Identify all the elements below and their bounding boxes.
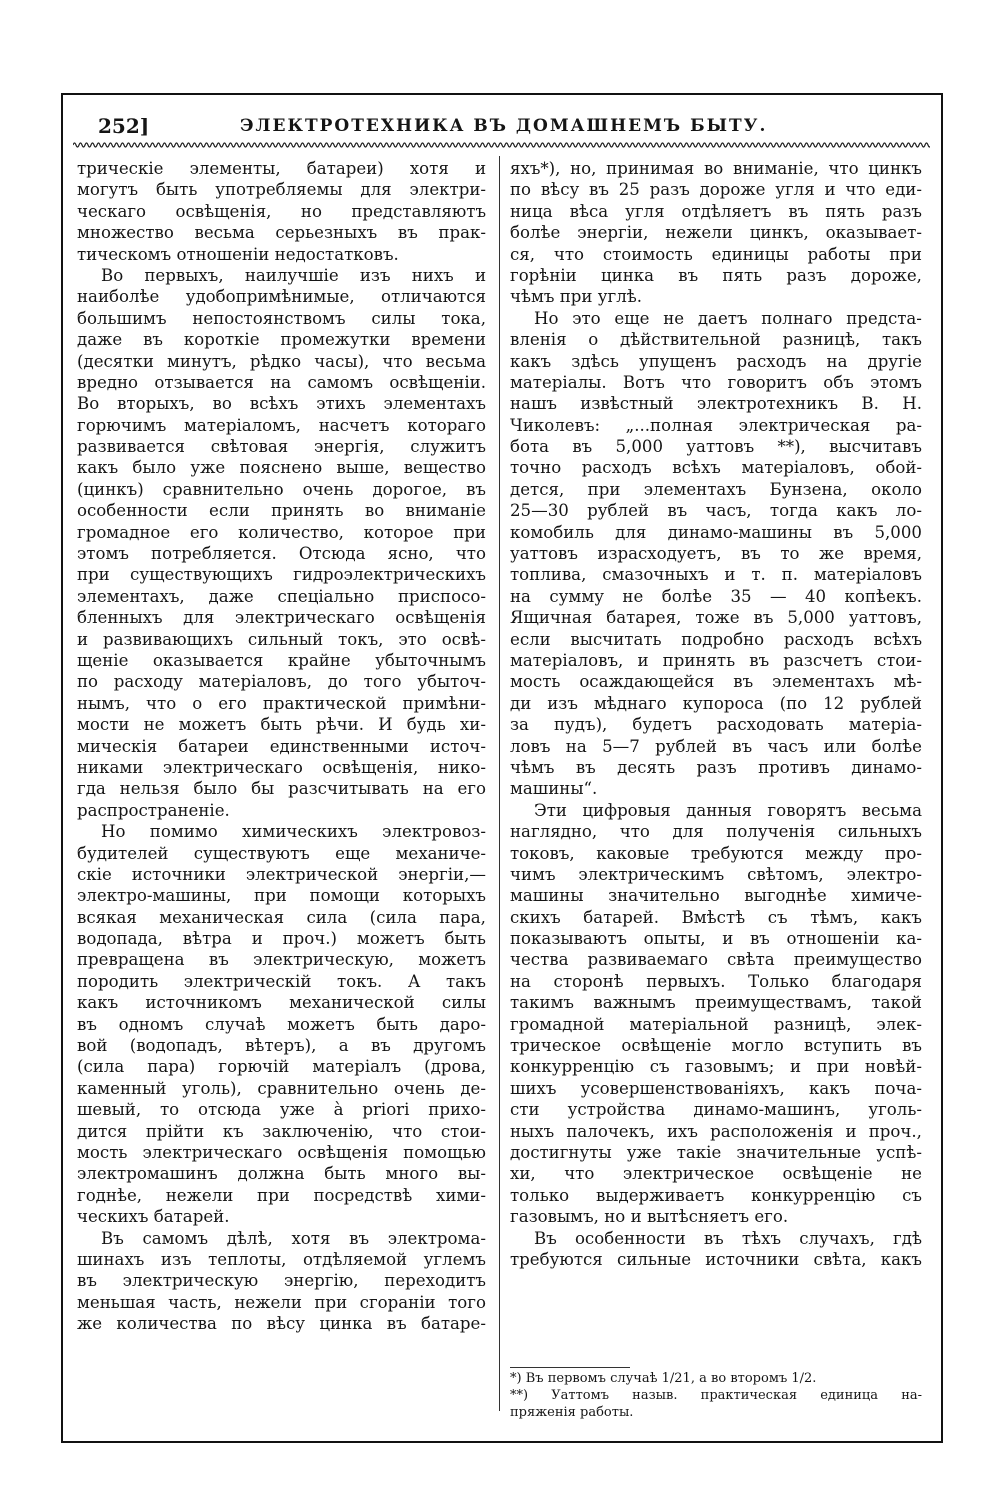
text-line: топлива, смазочныхъ и т. п. матеріаловъ xyxy=(510,565,922,585)
text-line: по вѣсу въ 25 разъ дороже угля и что еди- xyxy=(510,180,922,200)
text-line: бота въ 5,000 уаттовъ **), высчитавъ xyxy=(510,437,922,457)
text-line: электро-машины, при помощи которыхъ xyxy=(77,886,486,906)
text-line: ныхъ палочекъ, ихъ расположенія и проч., xyxy=(510,1121,922,1141)
text-line: какъ источникомъ механической силы xyxy=(77,993,486,1013)
text-line: уаттовъ израсходуетъ, въ то же время, xyxy=(510,544,922,564)
text-line: такимъ важнымъ преимуществамъ, такой xyxy=(510,993,922,1013)
text-line: показываютъ опыты, и въ отношеніи ка- xyxy=(510,929,922,949)
text-line: Но помимо химическихъ электровоз- xyxy=(101,822,486,842)
text-line: водопада, вѣтра и проч.) можетъ быть xyxy=(77,929,486,949)
text-line: точно расходъ всѣхъ матеріаловъ, обой- xyxy=(510,458,922,478)
text-line: каменный уголь), сравнительно очень де- xyxy=(77,1078,486,1098)
text-line: (десятки минутъ, рѣдко часы), что весьма xyxy=(77,351,486,371)
text-line: въ электрическую энергію, переходитъ xyxy=(77,1271,486,1291)
text-line: ческаго освѣщенія, но представляютъ xyxy=(77,201,486,221)
text-line: гда нельзя было бы разсчитывать на его xyxy=(77,779,486,799)
text-line: въ одномъ случаѣ можетъ быть даро- xyxy=(77,1014,486,1034)
text-line: Во вторыхъ, во всѣхъ этихъ элементахъ xyxy=(77,394,486,414)
text-line: даже въ короткіе промежутки времени xyxy=(77,330,486,350)
text-line: ди изъ мѣднаго купороса (по 12 рублей xyxy=(510,693,922,713)
text-line: комобиль для динамо-машины въ 5,000 xyxy=(510,522,922,542)
right-column xyxy=(510,158,922,1270)
text-line: будителей существуютъ еще механиче- xyxy=(77,843,486,863)
text-line: Въ самомъ дѣлѣ, хотя въ электрома- xyxy=(101,1228,486,1248)
text-line: требуются сильные источники свѣта, какъ xyxy=(510,1249,922,1269)
text-line: на сторонѣ первыхъ. Только благодаря xyxy=(510,971,922,991)
text-line: Но это еще не даетъ полнаго предста- xyxy=(534,308,922,328)
text-line: токовъ, каковые требуются между про- xyxy=(510,843,922,863)
text-line: щеніе оказывается крайне убыточнымъ xyxy=(77,650,486,670)
text-line: сти устройства динамо-машинъ, уголь- xyxy=(510,1100,922,1120)
text-line: чества развиваемаго свѣта преимущество xyxy=(510,950,922,970)
text-line: при существующихъ гидроэлектрическихъ xyxy=(77,565,486,585)
text-line: *) Въ первомъ случаѣ 1/21, а во второмъ 1/2. xyxy=(510,1371,817,1386)
text-line: болѣе энергіи, нежели цинкъ, оказывает- xyxy=(510,223,922,243)
text-line: нымъ, что о его практической примѣни- xyxy=(77,693,486,713)
text-line: за пудъ), будетъ расходовать матеріа- xyxy=(510,715,922,735)
text-line: газовымъ, но и вытѣсняетъ его. xyxy=(510,1207,789,1227)
text-line: машины“. xyxy=(510,779,598,799)
footnotes xyxy=(510,1370,922,1421)
text-line: трическое освѣщеніе могло вступить въ xyxy=(510,1036,922,1056)
text-line: меньшая часть, нежели при сгораніи того xyxy=(77,1292,486,1312)
decorative-wavy-rule xyxy=(73,140,930,150)
text-line: конкурренцію съ газовымъ; и при новѣй- xyxy=(510,1057,922,1077)
running-title: ЭЛЕКТРОТЕХНИКА ВЪ ДОМАШНЕМЪ БЫТУ. xyxy=(240,116,768,136)
column-divider xyxy=(499,156,500,1411)
text-line: ница вѣса угля отдѣляетъ въ пять разъ xyxy=(510,201,922,221)
text-line: дется, при элементахъ Бунзена, около xyxy=(510,479,922,499)
text-line: могутъ быть употребляемы для электри- xyxy=(77,180,486,200)
footnote-rule xyxy=(510,1367,630,1368)
text-line: Во первыхъ, наилучшіе изъ нихъ и xyxy=(101,265,486,285)
text-line: ловъ на 5—7 рублей въ часъ или болѣе xyxy=(510,736,922,756)
text-line: какъ здѣсь упущенъ расходъ на другіе xyxy=(510,351,922,371)
text-line: мическія батареи единственными источ- xyxy=(77,736,486,756)
text-line: хи, что электрическое освѣщеніе не xyxy=(510,1164,922,1184)
text-line: чѣмъ при углѣ. xyxy=(510,287,643,307)
text-line: ся, что стоимость единицы работы при xyxy=(510,244,922,264)
text-line: скіе источники электрической энергіи,— xyxy=(77,864,486,884)
text-line: вой (водопадъ, вѣтеръ), а въ другомъ xyxy=(77,1036,486,1056)
text-line: только выдерживаетъ конкурренцію съ xyxy=(510,1185,922,1205)
text-line: матеріалы. Вотъ что говоритъ объ этомъ xyxy=(510,372,922,392)
text-line: громадное его количество, которое при xyxy=(77,522,486,542)
text-line: Чиколевъ: „...полная электрическая ра- xyxy=(510,415,922,435)
text-line: скихъ батарей. Вмѣстѣ съ тѣмъ, какъ xyxy=(510,907,922,927)
text-line: трическіе элементы, батареи) хотя и xyxy=(77,159,486,178)
text-line: годнѣе, нежели при посредствѣ хими- xyxy=(77,1185,486,1205)
text-line: Эти цифровыя данныя говорятъ весьма xyxy=(534,800,922,820)
bottom-rule xyxy=(61,1441,943,1443)
text-line: матеріаловъ, и принять въ разсчетъ стои- xyxy=(510,650,922,670)
text-line: дится прійти къ заключенію, что стои- xyxy=(77,1121,486,1141)
text-line: 25—30 рублей въ часъ, тогда какъ ло- xyxy=(510,501,922,521)
text-line: шихъ усовершенствованіяхъ, какъ поча- xyxy=(510,1078,922,1098)
text-line: тическомъ отношеніи недостатковъ. xyxy=(77,244,399,264)
page-number: 252] xyxy=(98,114,150,138)
text-line: достигнуты уже такіе значительные успѣ- xyxy=(510,1142,922,1162)
text-line: ческихъ батарей. xyxy=(77,1207,230,1227)
text-line: шевый, то отсюда уже à priori прихо- xyxy=(77,1100,486,1120)
text-line: распространеніе. xyxy=(77,800,230,820)
text-line: электромашинъ должна быть много вы- xyxy=(77,1164,486,1184)
text-line: превращена въ электрическую, можетъ xyxy=(77,950,486,970)
text-line: (сила пара) горючій матеріалъ (дрова, xyxy=(77,1057,486,1077)
text-line: этомъ потребляется. Отсюда ясно, что xyxy=(77,544,486,564)
text-line: множество весьма серьезныхъ въ прак- xyxy=(77,223,486,243)
text-line: наглядно, что для полученія сильныхъ xyxy=(510,822,922,842)
text-line: нашъ извѣстный электротехникъ В. Н. xyxy=(510,394,922,414)
text-line: пряженія работы. xyxy=(510,1405,634,1420)
text-line: мость электрическаго освѣщенія помощью xyxy=(77,1142,486,1162)
text-line: шинахъ изъ теплоты, отдѣляемой углемъ xyxy=(77,1249,486,1269)
text-line: большимъ непостоянствомъ силы тока, xyxy=(77,308,486,328)
text-line: породить электрическій токъ. А такъ xyxy=(77,971,486,991)
text-line: вредно отзывается на самомъ освѣщеніи. xyxy=(77,372,486,392)
text-line: никами электрическаго освѣщенія, нико- xyxy=(77,757,486,777)
text-line: машины значительно выгоднѣе химиче- xyxy=(510,886,922,906)
text-line: чимъ электрическимъ свѣтомъ, электро- xyxy=(510,864,922,884)
text-line: чѣмъ въ десять разъ противъ динамо- xyxy=(510,757,922,777)
text-line: громадной матеріальной разницѣ, элек- xyxy=(510,1014,922,1034)
text-line: по расходу матеріаловъ, до того убыточ- xyxy=(77,672,486,692)
text-line: и развивающихъ сильный токъ, это освѣ- xyxy=(77,629,486,649)
text-line: особенности если принять во вниманіе xyxy=(77,501,486,521)
text-line: бленныхъ для электрическаго освѣщенія xyxy=(77,608,486,628)
text-line: на сумму не болѣе 35 — 40 копѣекъ. xyxy=(510,586,922,606)
text-line: Ящичная батарея, тоже въ 5,000 уаттовъ, xyxy=(510,608,922,628)
text-line: же количества по вѣсу цинка въ батаре- xyxy=(77,1314,486,1334)
text-line: Въ особенности въ тѣхъ случахъ, гдѣ xyxy=(534,1228,922,1248)
text-line: какъ было уже пояснено выше, вещество xyxy=(77,458,486,478)
text-line: вленія о дѣйствительной разницѣ, такъ xyxy=(510,330,922,350)
text-line: яхъ*), но, принимая во вниманіе, что цинкъ xyxy=(510,159,922,178)
text-line: всякая механическая сила (сила пара, xyxy=(77,907,486,927)
text-line: развивается свѣтовая энергія, служитъ xyxy=(77,437,486,457)
text-line: мости не можетъ быть рѣчи. И будь хи- xyxy=(77,715,486,735)
text-line: элементахъ, даже спеціально приспосо- xyxy=(77,586,486,606)
text-line: наиболѣе удобопримѣнимые, отличаются xyxy=(77,287,486,307)
text-line: (цинкъ) сравнительно очень дорогое, въ xyxy=(77,479,486,499)
text-line: мость осаждающейся въ элементахъ мѣ- xyxy=(510,672,922,692)
left-column xyxy=(77,158,486,1334)
text-line: если высчитать подробно расходъ всѣхъ xyxy=(510,629,922,649)
text-line: **) Уаттомъ назыв. практическая единица на- xyxy=(510,1388,922,1403)
text-line: горючимъ матеріаломъ, насчетъ котораго xyxy=(77,415,486,435)
text-line: горѣніи цинка въ пять разъ дороже, xyxy=(510,265,922,285)
